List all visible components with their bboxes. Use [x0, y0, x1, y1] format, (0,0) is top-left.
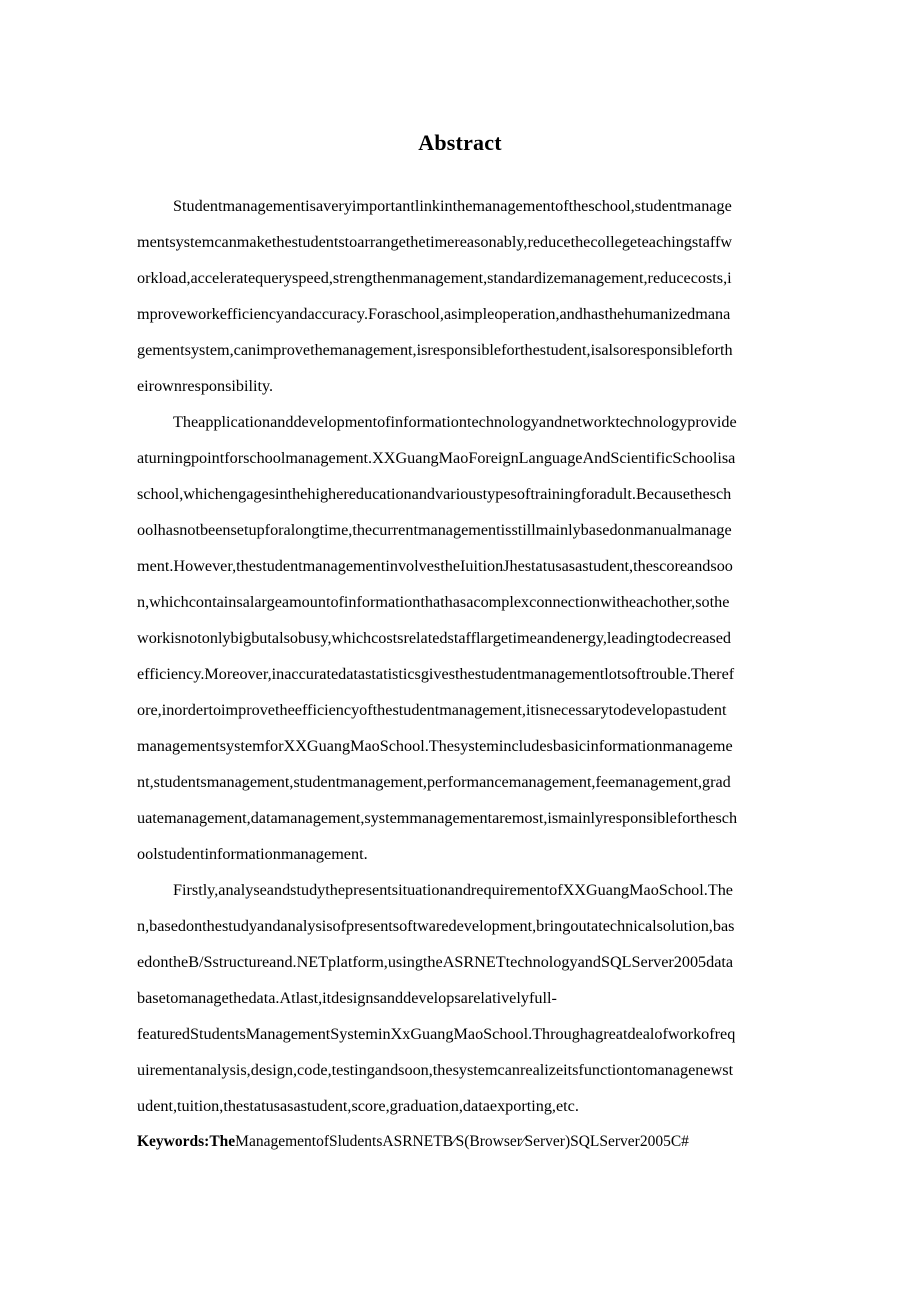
text-line: aturningpointforschoolmanagement.XXGuangMaoForeignLanguageAndScientificSchoolisa: [137, 449, 736, 467]
text-line: edontheB/Sstructureand.NETplatform,usingtheASRNETtechnologyandSQLServer2005data: [137, 953, 734, 971]
text-line: oolhasnotbeensetupforalongtime,thecurrentmanagementisstillmainlybasedonmanualmanage: [137, 521, 732, 539]
keywords-label: Keywords:The: [137, 1133, 236, 1150]
text-line: efficiency.Moreover,inaccuratedatastatisticsgivesthestudentmanagementlotsoftrouble.Theref: [137, 665, 735, 683]
text-line: basetomanagethedata.Atlast,itdesignsanddevelopsarelativelyfull-: [137, 989, 557, 1007]
paragraph-3: [137, 872, 827, 1124]
paragraph-2: [137, 404, 827, 872]
text-line: mentsystemcanmakethestudentstoarrangethetimereasonably,reducethecollegeteachingstaffw: [137, 233, 733, 251]
keywords-text: ManagementofSludentsASRNETB⁄S(Browser⁄Server)SQLServer2005C#: [235, 1133, 689, 1150]
text-line: orkload,acceleratequeryspeed,strengthenmanagement,standardizemanagement,reducecosts,i: [137, 269, 732, 287]
abstract-body: [137, 188, 827, 1160]
text-line: udent,tuition,thestatusasastudent,score,graduation,dataexporting,etc.: [137, 1097, 579, 1115]
text-line: mproveworkefficiencyandaccuracy.Foraschool,asimpleoperation,andhasthehumanizedmana: [137, 305, 731, 323]
text-line: school,whichengagesinthehighereducationandvarioustypesoftrainingforadult.Becausethesch: [137, 485, 732, 503]
paragraph-1: [137, 188, 827, 404]
text-line: uirementanalysis,design,code,testingandsoon,thesystemcanrealizeitsfunctiontomanagenewst: [137, 1061, 734, 1079]
text-line: n,whichcontainsalargeamountofinformationthathasacomplexconnectionwitheachother,sothe: [137, 593, 730, 611]
text-line: featuredStudentsManagementSysteminXxGuangMaoSchool.Throughagreatdealofworkofreq: [137, 1025, 736, 1043]
text-line: gementsystem,canimprovethemanagement,isresponsibleforthestudent,isalsoresponsibleforth: [137, 341, 733, 359]
text-line: workisnotonlybigbutalsobusy,whichcostsrelatedstafflargetimeandenergy,leadingtodecreased: [137, 629, 731, 647]
text-line: managementsystemforXXGuangMaoSchool.Thesystemincludesbasicinformationmanageme: [137, 737, 733, 755]
text-line: ment.However,thestudentmanagementinvolvestheIuitionJhestatusasastudent,thescoreandsoo: [137, 557, 733, 575]
text-line: Studentmanagementisaveryimportantlinkinthemanagementoftheschool,studentmanage: [173, 197, 732, 215]
text-line: oolstudentinformationmanagement.: [137, 845, 368, 863]
text-line: Theapplicationanddevelopmentofinformationtechnologyandnetworktechnologyprovide: [173, 413, 737, 431]
text-line: uatemanagement,datamanagement,systemmanagementaremost,ismainlyresponsibleforthesch: [137, 809, 738, 827]
keywords-line: [137, 1124, 827, 1160]
text-line: eirownresponsibility.: [137, 377, 274, 395]
text-line: Firstly,analyseandstudythepresentsituationandrequirementofXXGuangMaoSchool.The: [173, 881, 733, 899]
abstract-title: Abstract: [418, 130, 502, 155]
text-line: n,basedonthestudyandanalysisofpresentsoftwaredevelopment,bringoutatechnicalsolution,bas: [137, 917, 735, 935]
text-line: nt,studentsmanagement,studentmanagement,performancemanagement,feemanagement,grad: [137, 773, 731, 791]
text-line: ore,inordertoimprovetheefficiencyofthestudentmanagement,itisnecessarytodevelopastudent: [137, 701, 727, 719]
